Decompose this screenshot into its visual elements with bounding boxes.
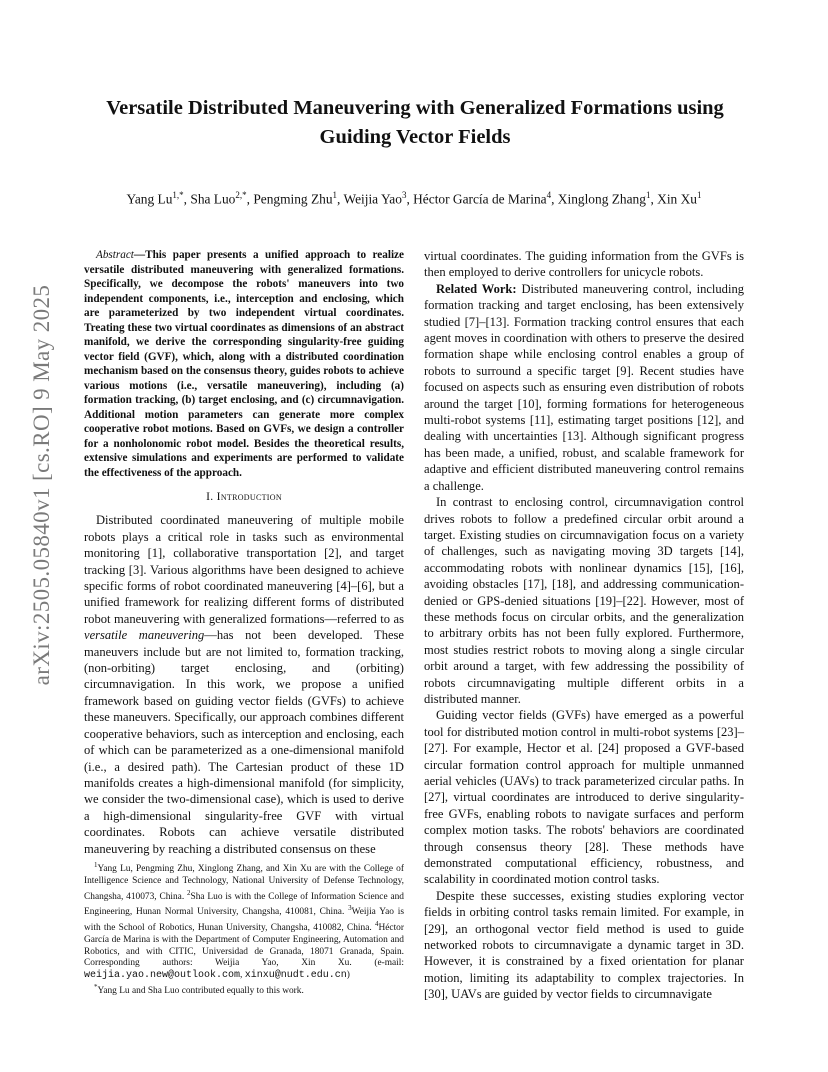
author-list: Yang $Lu^{1,*}$, Sha Luo$^{2,*}$, Pengming Zhu$^1$, Weijia Yao$^3$, Héctor García de Marina$^4$, Xinglong Zhang$^1$, Xin Xu$^1$	[126, 190, 702, 207]
section-number: I.	[206, 490, 214, 503]
footnotes	[84, 860, 404, 998]
section-heading-introduction	[84, 489, 404, 505]
footnote-equal-contribution: *Yang Lu and Sha Luo contributed equally to this work.	[94, 982, 304, 996]
related-work-paragraph	[424, 281, 744, 494]
limitations-paragraph: Despite these successes, existing studies exploring vector fields in orbiting control tasks remain limited. For example, in [29], an orthogonal vector field method is used to guide networked robots to circumnavigate a dynamic target in 3D. However, it is constrained by a fixed orientation for planar motion, limiting its adaptability to complex trajectories. In [30], UAVs are guided by vector fields to circumnavigate	[424, 888, 744, 1002]
right-column	[424, 248, 744, 1003]
arxiv-identifier-text: arXiv:2505.05840v1 [cs.RO] 9 May 2025	[29, 284, 54, 686]
intro-paragraph-1: Distributed coordinated maneuvering of multiple mobile robots plays a critical role in tasks such as environmental monitoring [1], collaborative transportation [2], and target tracking [3]. Various algorithms have been designed to achieve specific forms of robot coordinated maneuvering [4]–[6], but a unified framework for realizing different forms of distributed robot maneuvering with generalized formations—referred to as versatile maneuvering—has not been developed. These maneuvers include but are not limited to, formation tracking, (non-orbiting) target enclosing, and (orbiting) circumnavigation. In this work, we propose a unified framework based on guiding vector fields (GVFs) to achieve these maneuvers. Specifically, our approach combines different cooperative behaviors, such as interception and enclosing, each of which can be parameterized as a one-dimensional manifold (i.e., a desired path). The Cartesian product of these 1D manifolds creates a high-dimensional manifold (for simplicity, we consider the two-dimensional case), which is used to derive a high-dimensional singularity-free GVF with virtual coordinates. Robots can achieve versatile distributed maneuvering by reaching a distributed consensus on these	[84, 513, 404, 856]
section-title: Introduction	[216, 490, 282, 503]
abstract: Abstract—This paper presents a unified approach to realize versatile distributed maneuvering with generalized formations. Specifically, we decompose the robots' maneuvers into two independent components, i.e., interception and enclosing, which are parameterized by two independent virtual coordinates. Treating these two virtual coordinates as dimensions of an abstract manifold, we derive the corresponding singularity-free guiding vector field (GVF), which, along with a distributed coordination mechanism based on the consensus theory, guides robots to achieve various motions (i.e., versatile maneuvering), including (a) formation tracking, (b) target enclosing, and (c) circumnavigation. Additional motion parameters can generate more complex cooperative robot motions. Based on GVFs, we design a controller for a nonholonomic robot model. Besides the theoretical results, extensive simulations and experiments are performed to validate the effectiveness of the approach.	[84, 249, 404, 479]
intro-paragraph-continued: virtual coordinates. The guiding information from the GVFs is then employed to derive controllers for unicycle robots.	[424, 249, 744, 280]
related-work-label: Related Work:	[436, 281, 517, 296]
gvf-paragraph: Guiding vector fields (GVFs) have emerged as a powerful tool for distributed motion control in multi-robot systems [23]–[27]. For example, Hector et al. [24] proposed a GVF-based circular formation control approach for multiple unmanned aerial vehicles (UAVs) to track parameterized circular paths. In [27], virtual coordinates are introduced to derive singularity-free GVFs, enabling robots to navigate surfaces and perform complex motion tasks. The robots' behaviors are coordinated through consensus theory [28]. These methods have demonstrated computational efficiency, robustness, and scalability in coordinated motion control tasks.	[424, 708, 744, 887]
circumnavigation-paragraph: In contrast to enclosing control, circumnavigation control drives robots to follow a predefined circular orbit around a target. Existing studies on circumnavigation focus on a variety of challenges, such as navigating moving 3D targets [14], accommodating robots with nonlinear dynamics [15], [16], avoiding obstacles [17], [18], and addressing communication-denied or GPS-denied situations [19]–[22]. However, most of these methods focus on circular orbits, and the generalization to arbitrary orbits has not been fully explored. Furthermore, most studies restrict robots to moving along a single circular orbit around a target, with few addressing the possibility of robots circumnavigating multiple different orbits in a distributed manner.	[424, 495, 744, 706]
abstract-label: Abstract	[96, 249, 134, 261]
related-work-text: Distributed maneuvering control, including formation tracking and target enclosing, has been extensively studied [7]–[13]. Formation tracking control ensures that each agent moves in coordination with others to preserve the desired formation shape while enclosing control enables a group of robots to surround a specific target [9]. Recent studies have focused on aspects such as ensuring even distribution of robots around the target [10], forming formations for heterogeneous multi-robot systems [11], estimating target positions [12], and dealing with uncertainties [13]. Although significant progress has been made, a unified, robust, and scalable framework for adaptive and efficient distributed maneuvering control remains a challenge.	[424, 281, 744, 493]
abstract-text: This paper presents a unified approach to realize versatile distributed maneuvering with generalized formations. Specifically, we decompose the robots' maneuvers into two independent components, i.e., interception and enclosing, which are parameterized by two independent virtual coordinates. Treating these two virtual coordinates as dimensions of an abstract manifold, we derive the corresponding singularity-free guiding vector field (GVF), which, along with a distributed coordination mechanism based on the consensus theory, guides robots to achieve various motions (i.e., versatile maneuvering), including (a) formation tracking, (b) target enclosing, and (c) circumnavigation. Additional motion parameters can generate more complex cooperative robot motions. Based on GVFs, we design a controller for a nonholonomic robot model. Besides the theoretical results, extensive simulations and experiments are performed to validate the effectiveness of the approach.	[84, 249, 404, 479]
left-column	[84, 248, 404, 857]
paper-title: Versatile Distributed Maneuvering with Generalized Formations using Guiding Vector Fields	[106, 97, 724, 148]
footnote-affiliations: $^1$Yang Lu, Pengming Zhu, Xinglong Zhang, and Xin Xu are with the College of Intelligence Science and Technology, National University of Defense Technology, Changsha, 410073, China. $^2$Sha Luo is with the College of Information Science and Engineering, Hunan Normal University, Changsha, 410081, China. $^3$Weijia Yao is with the School of Robotics, Hunan University, Changsha, 410082, China. $^4$Héctor García de Marina is with the Department of Computer Engineering, Automation and Robotics, and with CITIC, Universidad de Granada, 18071 Granada, Spain. Corresponding authors: Weijia Yao, Xin Xu. (e-mail: weijia.yao.new@outlook.com, xinxu@nudt.edu.cn)	[84, 861, 404, 982]
arxiv-identifier-stamp	[22, 284, 62, 686]
